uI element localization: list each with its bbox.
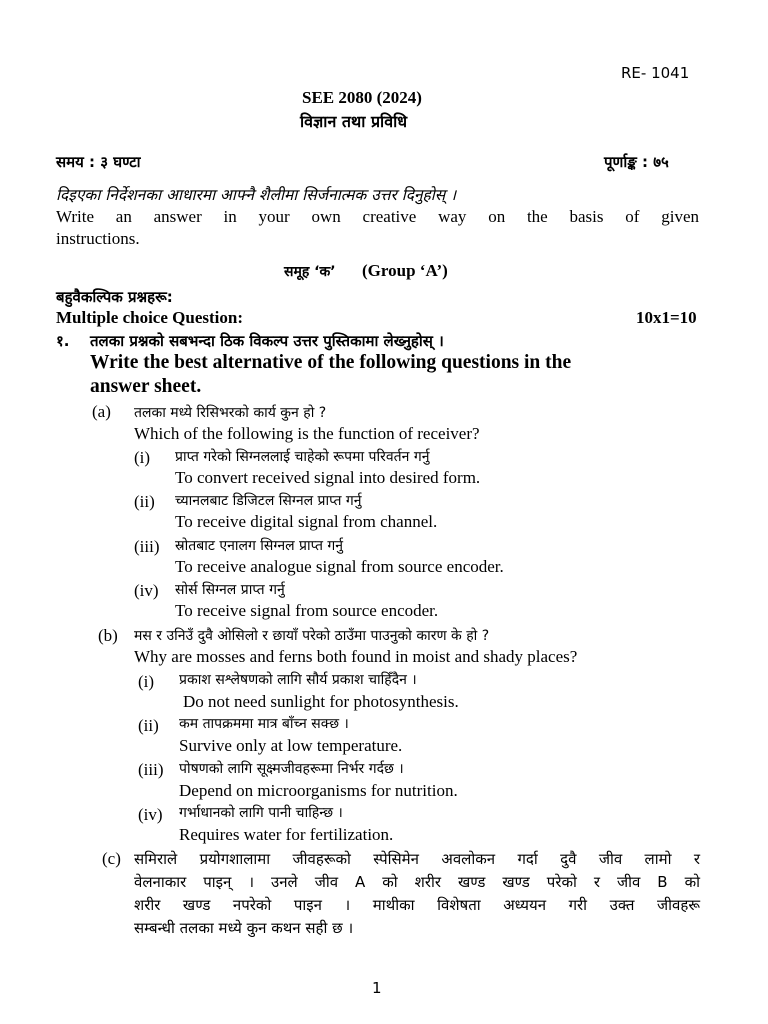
option-nepali: कम तापक्रममा मात्र बाँच्न सक्छ । bbox=[179, 716, 349, 732]
instruction-nepali: दिइएका निर्देशनका आधारमा आफ्नै शैलीमा सिर्जनात्मक उत्तर दिनुहोस् । bbox=[56, 186, 457, 204]
option-nepali: च्यानलबाट डिजिटल सिग्नल प्राप्त गर्नु bbox=[175, 493, 362, 509]
time-allowed: समय : ३ घण्टा bbox=[56, 153, 141, 171]
question-instruction-english-line2: answer sheet. bbox=[90, 376, 202, 397]
option-nepali: स्रोतबाट एनालग सिग्नल प्राप्त गर्नु bbox=[175, 538, 344, 554]
paper-code: RE- 1041 bbox=[621, 64, 690, 82]
option-english: Survive only at low temperature. bbox=[179, 736, 403, 755]
option-number: (ii) bbox=[134, 492, 155, 511]
question-instruction-english-line1: Write the best alternative of the following questions in the bbox=[90, 352, 572, 373]
full-marks: पूर्णाङ्क : ७५ bbox=[604, 153, 669, 171]
mcq-marks: 10x1=10 bbox=[636, 308, 697, 327]
instruction-english-line1: Write an answer in your own creative way on the basis of given bbox=[56, 207, 699, 226]
option-english: Requires water for fertilization. bbox=[179, 825, 394, 844]
group-label-nepali: समूह ‘क’ bbox=[284, 264, 336, 280]
sub-question-nepali: तलका मध्ये रिसिभरको कार्य कुन हो ? bbox=[134, 405, 327, 421]
sub-question-text-line: वेलनाकार पाइन् । उनले जीव A को शरीर खण्ड खण्ड परेको र जीव B को bbox=[134, 873, 700, 891]
sub-question-english: Why are mosses and ferns both found in moist and shady places? bbox=[134, 647, 578, 666]
option-number: (iii) bbox=[138, 760, 164, 779]
option-nepali: प्राप्त गरेको सिग्नललाई चाहेको रूपमा परिवर्तन गर्नु bbox=[175, 449, 430, 465]
sub-question-english: Which of the following is the function of receiver? bbox=[134, 424, 480, 443]
option-number: (iii) bbox=[134, 537, 160, 556]
subject-title: विज्ञान तथा प्रविधि bbox=[300, 112, 408, 131]
instruction-english-line2: instructions. bbox=[56, 229, 140, 248]
sub-question-label: (b) bbox=[98, 626, 118, 645]
mcq-heading-english: Multiple choice Question: bbox=[56, 308, 243, 327]
option-english: To receive digital signal from channel. bbox=[175, 512, 438, 531]
sub-question-label: (c) bbox=[102, 849, 121, 868]
option-number: (ii) bbox=[138, 716, 159, 735]
option-english: To convert received signal into desired form. bbox=[175, 468, 481, 487]
option-english: Do not need sunlight for photosynthesis. bbox=[183, 692, 459, 711]
question-instruction-nepali: तलका प्रश्नको सबभन्दा ठिक विकल्प उत्तर पुस्तिकामा लेख्नुहोस् । bbox=[90, 332, 444, 350]
mcq-heading-nepali: बहुवैकल्पिक प्रश्नहरू: bbox=[56, 288, 173, 306]
option-english: To receive signal from source encoder. bbox=[175, 601, 439, 620]
page-number: 1 bbox=[372, 979, 382, 997]
option-number: (i) bbox=[134, 448, 151, 467]
sub-question-text-line: शरीर खण्ड नपरेको पाइन । माथीका विशेषता अध्ययन गरी उक्त जीवहरू bbox=[134, 896, 700, 914]
group-label-english: (Group ‘A’) bbox=[362, 261, 448, 280]
sub-question-text-line: सम्बन्धी तलका मध्ये कुन कथन सही छ । bbox=[134, 919, 354, 937]
question-number: १. bbox=[56, 332, 70, 350]
option-nepali: पोषणको लागि सूक्ष्मजीवहरूमा निर्भर गर्दछ । bbox=[179, 761, 404, 777]
option-english: Depend on microorganisms for nutrition. bbox=[179, 781, 458, 800]
option-nepali: गर्भाधानको लागि पानी चाहिन्छ । bbox=[179, 805, 343, 821]
sub-question-label: (a) bbox=[92, 402, 111, 421]
exam-title: SEE 2080 (2024) bbox=[302, 88, 422, 107]
option-nepali: प्रकाश सश्लेषणको लागि सौर्य प्रकाश चाहिँदैन । bbox=[179, 672, 417, 688]
option-nepali: सोर्स सिग्नल प्राप्त गर्नु bbox=[175, 582, 285, 598]
option-number: (i) bbox=[138, 672, 155, 691]
sub-question-nepali: मस र उनिउँ दुवै ओसिलो र छायाँ परेको ठाउँमा पाउनुको कारण के हो ? bbox=[134, 628, 490, 644]
option-number: (iv) bbox=[138, 805, 163, 824]
option-english: To receive analogue signal from source encoder. bbox=[175, 557, 504, 576]
option-number: (iv) bbox=[134, 581, 159, 600]
sub-question-text-line: समिराले प्रयोगशालामा जीवहरूको स्पेसिमेन अवलोकन गर्दा दुवै जीव लामो र bbox=[134, 850, 700, 868]
